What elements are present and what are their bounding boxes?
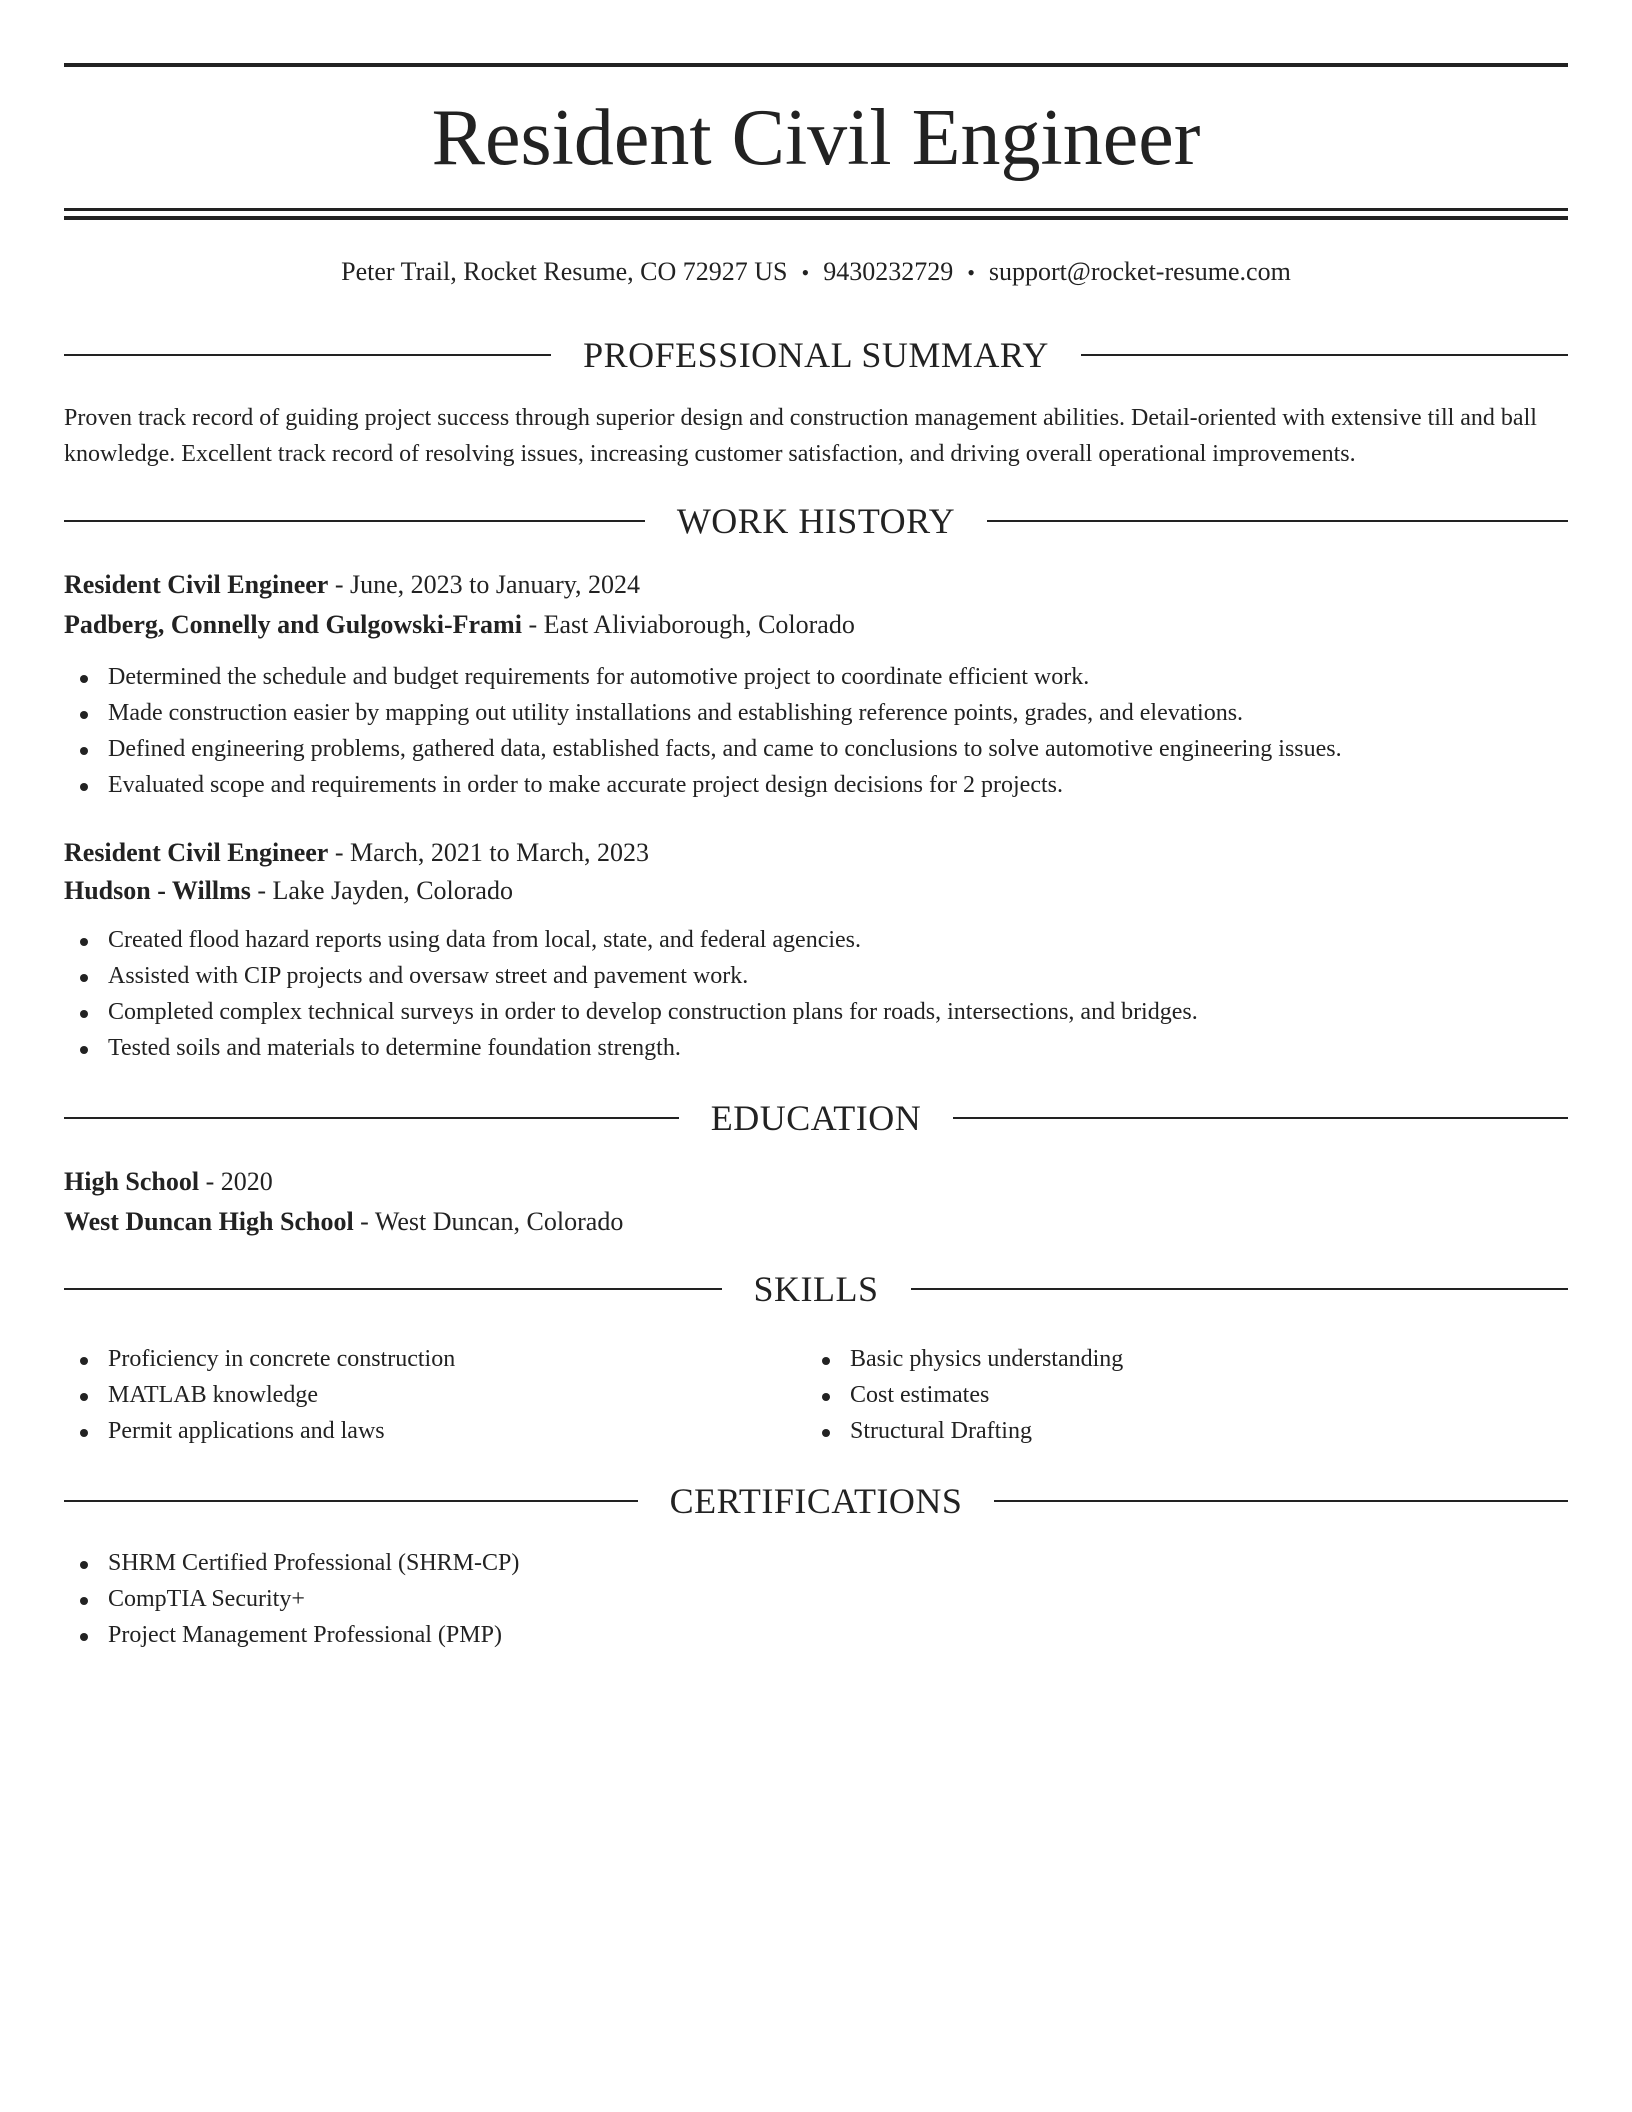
contact-separator: •: [967, 260, 975, 285]
education-location: - West Duncan, Colorado: [353, 1207, 624, 1236]
job-company: Hudson - Willms: [64, 876, 251, 905]
heading-rule-right: [1081, 354, 1568, 356]
job-dates: - June, 2023 to January, 2024: [328, 570, 641, 599]
heading-rule-left: [64, 520, 645, 522]
resume-title: Resident Civil Engineer: [431, 94, 1201, 182]
list-item: Project Management Professional (PMP): [64, 1617, 519, 1653]
heading-rule-right: [953, 1117, 1568, 1119]
list-item: Determined the schedule and budget requirements for automotive project to coordinate efficient work.: [64, 659, 1342, 695]
education-degree-line: [64, 1164, 1568, 1200]
education-degree: High School: [64, 1167, 200, 1196]
education-school: West Duncan High School: [64, 1207, 354, 1236]
job-2-company-line: [64, 873, 1568, 909]
job-company: Padberg, Connelly and Gulgowski-Frami: [64, 610, 522, 639]
list-item: Assisted with CIP projects and oversaw street and pavement work.: [64, 958, 1198, 994]
heading-rule-left: [64, 1117, 679, 1119]
list-item: Permit applications and laws: [64, 1413, 455, 1449]
heading-rule-right: [994, 1500, 1568, 1502]
contact-line: [64, 254, 1568, 291]
list-item: Tested soils and materials to determine foundation strength.: [64, 1030, 1198, 1066]
job-title: Resident Civil Engineer: [64, 570, 329, 599]
job-location: - Lake Jayden, Colorado: [250, 876, 513, 905]
skills-heading-label: SKILLS: [753, 1269, 879, 1309]
skills-heading: [64, 1264, 1568, 1314]
summary-heading-label: PROFESSIONAL SUMMARY: [583, 335, 1049, 375]
list-item: Basic physics understanding: [806, 1341, 1123, 1377]
job-1-company-line: [64, 607, 1568, 643]
certifications-list: [64, 1545, 519, 1653]
contact-address: Peter Trail, Rocket Resume, CO 72927 US: [341, 257, 788, 286]
list-item: Evaluated scope and requirements in order to make accurate project design decisions for 2 projects.: [64, 767, 1342, 803]
list-item: MATLAB knowledge: [64, 1377, 455, 1413]
job-1-title-line: [64, 567, 1568, 603]
skills-list-right: [806, 1341, 1123, 1449]
list-item: Proficiency in concrete construction: [64, 1341, 455, 1377]
list-item: Structural Drafting: [806, 1413, 1123, 1449]
job-dates: - March, 2021 to March, 2023: [328, 838, 649, 867]
certifications-heading-label: CERTIFICATIONS: [669, 1481, 963, 1521]
heading-rule-left: [64, 354, 551, 356]
education-heading-label: EDUCATION: [710, 1098, 922, 1138]
summary-heading: [64, 330, 1568, 380]
education-year: - 2020: [199, 1167, 273, 1196]
list-item: Created flood hazard reports using data from local, state, and federal agencies.: [64, 922, 1198, 958]
education-school-line: [64, 1204, 1568, 1240]
list-item: CompTIA Security+: [64, 1581, 519, 1617]
contact-email: support@rocket-resume.com: [988, 257, 1291, 286]
heading-rule-left: [64, 1500, 638, 1502]
list-item: Cost estimates: [806, 1377, 1123, 1413]
header-bottom-rule: [64, 208, 1568, 211]
list-item: SHRM Certified Professional (SHRM-CP): [64, 1545, 519, 1581]
summary-text: Proven track record of guiding project success through superior design and construction management abilities. Detail-oriented with extensive till and ball knowledge. Excellent track record of resolving issues, increasing customer satisfaction, and driving overall operational improvements.: [64, 405, 1537, 467]
list-item: Defined engineering problems, gathered data, established facts, and came to conclusions to solve automotive engineering issues.: [64, 731, 1342, 767]
header-top-rule: [64, 63, 1568, 67]
heading-rule-right: [911, 1288, 1569, 1290]
job-2-title-line: [64, 835, 1568, 871]
work-heading: [64, 496, 1568, 546]
job-1-bullets: [64, 659, 1342, 803]
contact-phone: 9430232729: [823, 257, 954, 286]
header-bottom-rule-2: [64, 216, 1568, 220]
job-2-bullets: [64, 922, 1198, 1066]
work-heading-label: WORK HISTORY: [676, 501, 956, 541]
heading-rule-right: [987, 520, 1568, 522]
certifications-heading: [64, 1476, 1568, 1526]
heading-rule-left: [64, 1288, 722, 1290]
education-heading: [64, 1093, 1568, 1143]
job-location: - East Aliviaborough, Colorado: [521, 610, 855, 639]
contact-separator: •: [801, 260, 810, 285]
list-item: Made construction easier by mapping out utility installations and establishing reference points, grades, and elevations.: [64, 695, 1342, 731]
job-title: Resident Civil Engineer: [64, 838, 329, 867]
list-item: Completed complex technical surveys in order to develop construction plans for roads, intersections, and bridges.: [64, 994, 1198, 1030]
skills-list-left: [64, 1341, 455, 1449]
